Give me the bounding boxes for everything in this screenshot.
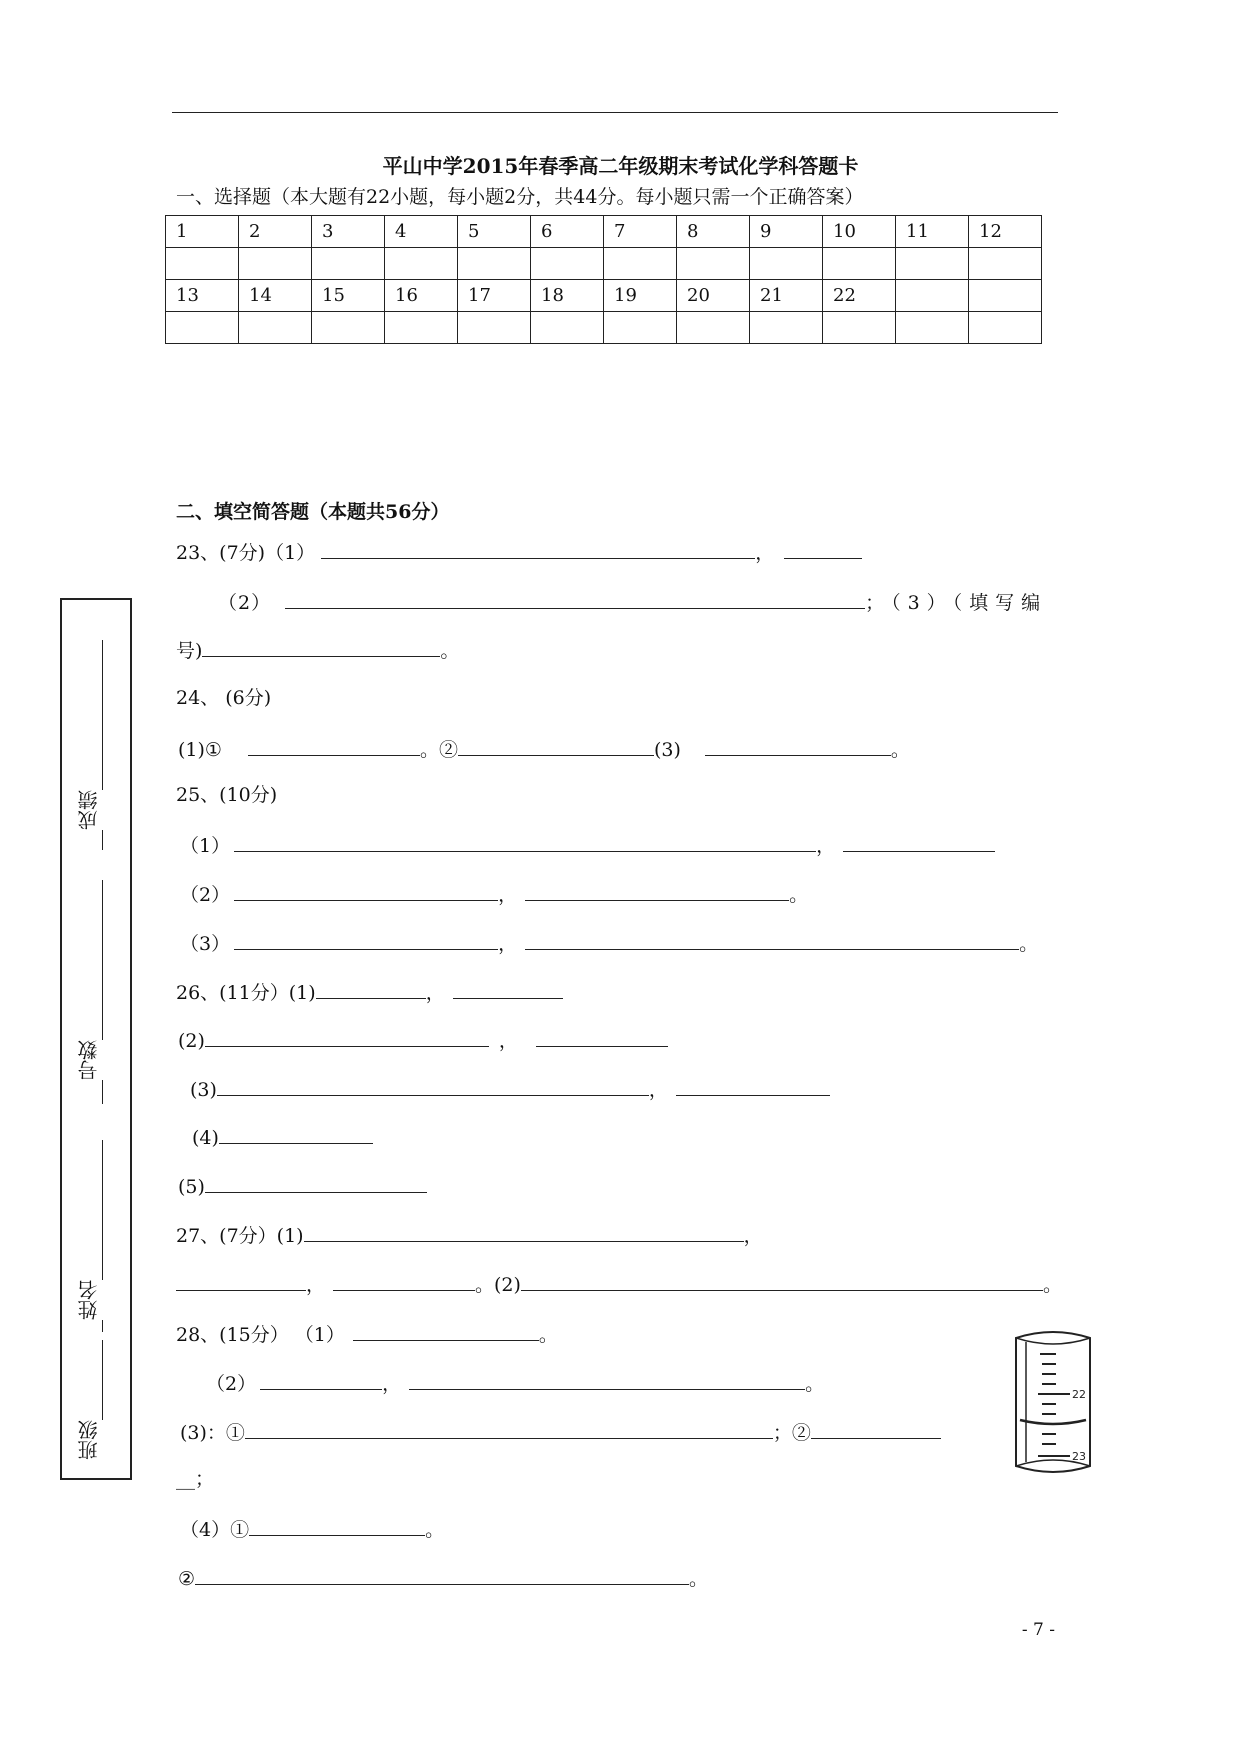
answer-blank[interactable]: [205, 1024, 489, 1047]
part-label: （3）: [180, 933, 231, 955]
question-number: 22: [823, 280, 896, 312]
answer-blank[interactable]: [409, 1367, 805, 1390]
answer-blank[interactable]: [202, 634, 440, 657]
q23-line3: [176, 634, 459, 662]
punct: ，: [755, 542, 775, 564]
part-label: ；②: [772, 1422, 811, 1444]
answer-cell[interactable]: [166, 312, 239, 344]
page-number: - 7 -: [1021, 1620, 1055, 1640]
question-number: [896, 280, 969, 312]
part-label: (2): [178, 1030, 205, 1052]
table-row: [166, 248, 1042, 280]
answer-blank[interactable]: [676, 1073, 830, 1096]
question-number: 3: [312, 216, 385, 248]
answer-cell[interactable]: [312, 312, 385, 344]
answer-cell[interactable]: [969, 312, 1042, 344]
punct: ，: [306, 1274, 326, 1296]
answer-blank[interactable]: [321, 536, 755, 559]
punct: 。: [805, 1373, 825, 1395]
answer-blank[interactable]: [458, 733, 654, 756]
q25-line3: [180, 927, 1038, 955]
punct: 。: [538, 1324, 558, 1346]
header-rule: [172, 112, 1058, 113]
q25-heading: 25、(10分): [176, 784, 278, 806]
question-number: 20: [677, 280, 750, 312]
page-title: 平山中学2015年春季高二年级期末考试化学科答题卡: [382, 154, 859, 178]
punct: ，: [816, 835, 836, 857]
q23-label: 23、(7分)（1）: [176, 542, 316, 564]
label-name: 姓名: [74, 1280, 103, 1320]
answer-blank[interactable]: [525, 927, 1019, 950]
answer-cell[interactable]: [312, 248, 385, 280]
answer-cell[interactable]: [823, 312, 896, 344]
question-number: 10: [823, 216, 896, 248]
student-info-box: [60, 598, 132, 1480]
answer-cell[interactable]: [604, 312, 677, 344]
question-number: 4: [385, 216, 458, 248]
punct: ，: [498, 933, 518, 955]
question-number: 2: [239, 216, 312, 248]
answer-cell[interactable]: [896, 248, 969, 280]
answer-blank[interactable]: [234, 878, 498, 901]
question-number: 14: [239, 280, 312, 312]
question-number: 21: [750, 280, 823, 312]
punct: ，: [648, 1079, 668, 1101]
answer-blank[interactable]: [234, 927, 498, 950]
part-label: （2）: [206, 1373, 257, 1395]
answer-cell[interactable]: [239, 248, 312, 280]
q26-line1: [176, 976, 563, 1004]
part-label: (1)①: [178, 739, 222, 761]
q26-line2: [178, 1024, 668, 1052]
q26-line3: [190, 1073, 830, 1101]
answer-cell[interactable]: [385, 248, 458, 280]
q27-line1: [176, 1219, 763, 1247]
q25-line2: [180, 878, 808, 906]
part-label: 。(2): [475, 1274, 521, 1296]
punct: 。: [425, 1519, 445, 1541]
question-number: 11: [896, 216, 969, 248]
punct: 。: [890, 739, 910, 761]
q26-line5: [178, 1170, 427, 1198]
answer-blank[interactable]: [285, 586, 865, 609]
table-row: [166, 216, 1042, 248]
answer-cell[interactable]: [531, 312, 604, 344]
part-label: (4): [192, 1127, 219, 1149]
part-label: 号): [176, 640, 203, 662]
question-number: 15: [312, 280, 385, 312]
answer-cell[interactable]: [750, 248, 823, 280]
answer-blank[interactable]: [234, 829, 816, 852]
question-number: [969, 280, 1042, 312]
label-number: 号数: [74, 1040, 103, 1080]
question-number: 18: [531, 280, 604, 312]
answer-cell[interactable]: [458, 312, 531, 344]
answer-blank[interactable]: [453, 976, 563, 999]
punct: ，: [498, 1030, 518, 1052]
q27-label: 27、(7分）(1): [176, 1225, 304, 1247]
q23-line1: [176, 536, 862, 564]
q26-label: 26、(11分）(1): [176, 982, 316, 1004]
punct: 。: [789, 884, 809, 906]
answer-cell[interactable]: [896, 312, 969, 344]
q26-line4: [192, 1121, 373, 1149]
section2-heading: 二、填空简答题（本题共56分）: [176, 501, 450, 523]
answer-blank[interactable]: [316, 976, 426, 999]
burette-figure: [1010, 1328, 1096, 1480]
question-number: 19: [604, 280, 677, 312]
punct: 。: [1042, 1274, 1062, 1296]
label-score: 成绩: [74, 790, 103, 830]
answer-blank[interactable]: [525, 878, 789, 901]
answer-blank[interactable]: [260, 1367, 382, 1390]
answer-cell[interactable]: [604, 248, 677, 280]
q28-line3: [180, 1416, 941, 1444]
part-label: (3): [190, 1079, 217, 1101]
question-number: 12: [969, 216, 1042, 248]
answer-cell[interactable]: [677, 248, 750, 280]
answer-blank[interactable]: [249, 1513, 425, 1536]
q24-line1: [178, 733, 910, 761]
part-label: （4）①: [180, 1519, 250, 1541]
punct: 。: [440, 640, 460, 662]
answer-cell[interactable]: [823, 248, 896, 280]
answer-cell[interactable]: [677, 312, 750, 344]
answer-cell[interactable]: [531, 248, 604, 280]
answer-blank[interactable]: [843, 829, 995, 852]
answer-blank[interactable]: [811, 1416, 941, 1439]
answer-blank[interactable]: [219, 1121, 373, 1144]
answer-table: [165, 215, 1042, 344]
answer-cell[interactable]: [750, 312, 823, 344]
answer-blank[interactable]: [245, 1416, 773, 1439]
section1-heading: 一、选择题（本大题有22小题，每小题2分，共44分。每小题只需一个正确答案）: [176, 186, 864, 208]
answer-blank[interactable]: [784, 536, 862, 559]
punct: ，: [382, 1373, 402, 1395]
label-class: 班级: [74, 1420, 103, 1460]
q28-line5: [178, 1562, 708, 1590]
answer-cell[interactable]: [239, 312, 312, 344]
answer-blank[interactable]: [217, 1073, 649, 1096]
question-number: 9: [750, 216, 823, 248]
part-label: （2）: [180, 884, 231, 906]
tick-label: 23: [1072, 1450, 1086, 1463]
punct: ，: [743, 1225, 763, 1247]
answer-blank[interactable]: [705, 733, 891, 756]
question-number: 6: [531, 216, 604, 248]
table-row: [166, 312, 1042, 344]
answer-blank[interactable]: [521, 1268, 1043, 1291]
question-number: 13: [166, 280, 239, 312]
answer-cell[interactable]: [458, 248, 531, 280]
q25-line1: [180, 829, 995, 857]
part-label: ②: [178, 1568, 196, 1590]
answer-blank[interactable]: [353, 1318, 539, 1341]
question-number: 16: [385, 280, 458, 312]
part-label: （1）: [180, 835, 231, 857]
question-number: 1: [166, 216, 239, 248]
q27-line2: [176, 1268, 1062, 1296]
question-number: 5: [458, 216, 531, 248]
q28-label: 28、(15分） （1）: [176, 1324, 345, 1346]
q24-heading: 24、 (6分): [176, 687, 272, 709]
punct: ，: [498, 884, 518, 906]
part-label: (3)：①: [180, 1422, 245, 1444]
answer-blank[interactable]: [205, 1170, 427, 1193]
q28-line1: [176, 1318, 558, 1346]
punct: ，: [425, 982, 445, 1004]
punct: 。: [1019, 933, 1039, 955]
answer-cell[interactable]: [969, 248, 1042, 280]
answer-blank[interactable]: [176, 1268, 306, 1291]
answer-blank[interactable]: [333, 1268, 475, 1291]
answer-blank[interactable]: [195, 1562, 689, 1585]
q23-line2: [218, 586, 1047, 614]
part-label: ；（3）（填写编: [865, 592, 1048, 614]
answer-blank[interactable]: [248, 733, 420, 756]
punct: 。: [689, 1568, 709, 1590]
answer-cell[interactable]: [166, 248, 239, 280]
q28-line3b: __；: [176, 1468, 215, 1490]
question-number: 7: [604, 216, 677, 248]
part-label: (5): [178, 1176, 205, 1198]
tick-label: 22: [1072, 1388, 1086, 1401]
answer-cell[interactable]: [385, 312, 458, 344]
table-row: [166, 280, 1042, 312]
part-label: 。②: [419, 739, 458, 761]
q28-line2: [206, 1367, 824, 1395]
question-number: 8: [677, 216, 750, 248]
question-number: 17: [458, 280, 531, 312]
answer-blank[interactable]: [304, 1219, 744, 1242]
answer-blank[interactable]: [536, 1024, 668, 1047]
q28-line4: [180, 1513, 444, 1541]
part-label: （2）: [218, 592, 272, 614]
part-label: (3): [653, 739, 681, 761]
